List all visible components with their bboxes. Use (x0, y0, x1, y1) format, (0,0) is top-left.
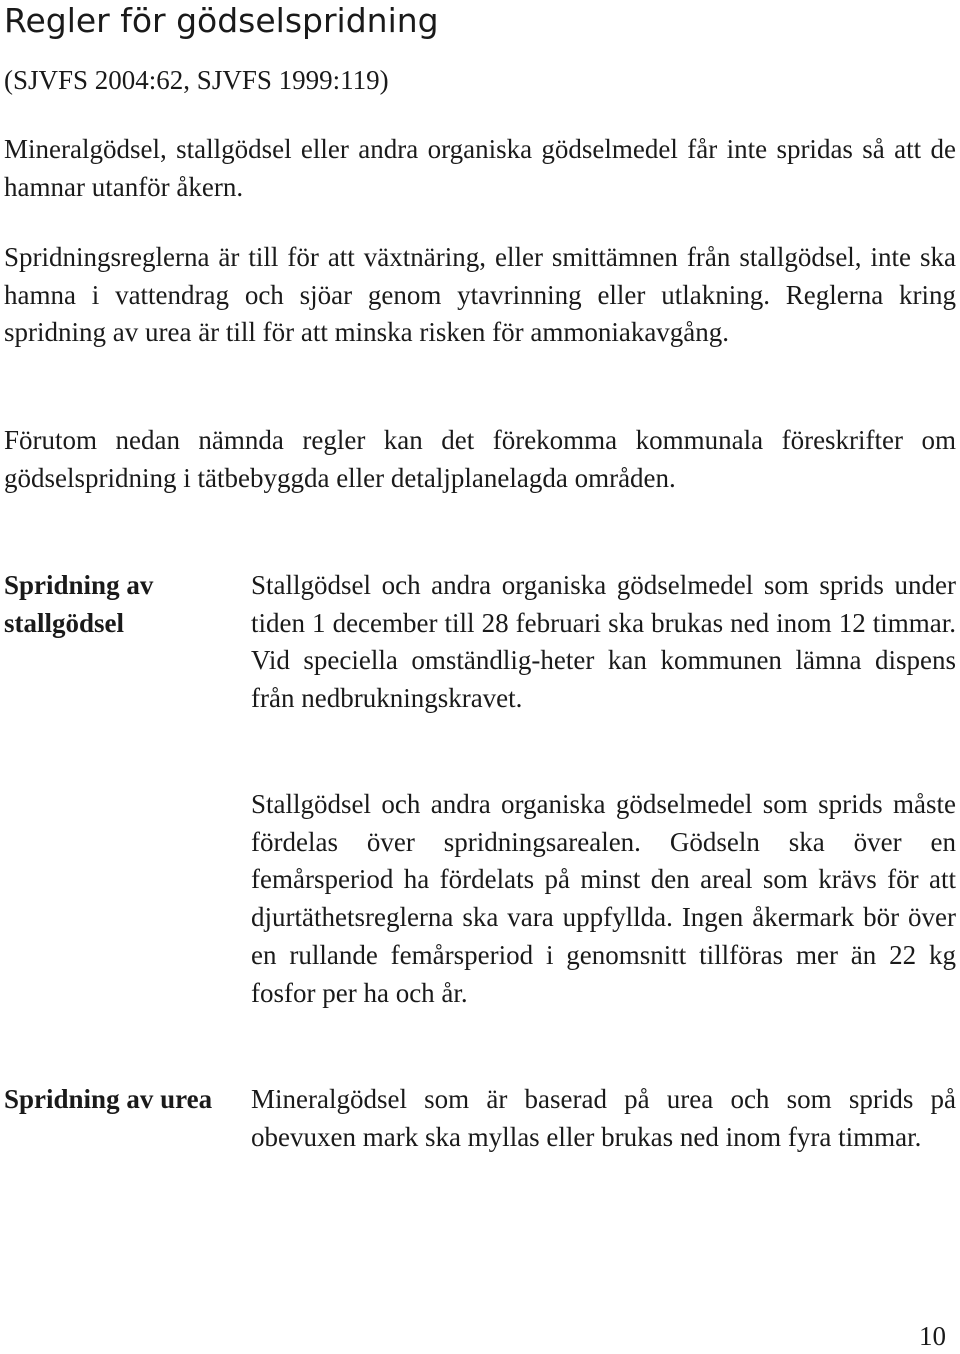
section-paragraph: Stallgödsel och andra organiska gödselmedel som sprids under tiden 1 december till 28 februari ska brukas ned inom 12 timmar. Vid speciella omständlig-heter kan kommunen lämna dispens från nedbrukningskravet. (251, 570, 956, 714)
page-number: 10 (919, 1321, 946, 1351)
intro-paragraph: Mineralgödsel, stallgödsel eller andra organiska gödselmedel får inte spridas så att de hamnar utanför åkern. (4, 134, 956, 202)
intro-paragraph: Förutom nedan nämnda regler kan det förekomma kommunala föreskrifter om gödselspridning i tätbebyggda eller detaljplanelagda områden. (4, 425, 956, 493)
regulation-reference: (SJVFS 2004:62, SJVFS 1999:119) (4, 65, 389, 95)
section-heading-urea: Spridning av urea (4, 1084, 213, 1114)
section-heading-stallgodsel: Spridning av stallgödsel (4, 570, 154, 638)
intro-paragraph: Spridningsreglerna är till för att växtnäring, eller smittämnen från stallgödsel, inte ska hamna i vattendrag och sjöar genom ytavrinning eller utlakning. Reglerna kring spridning av urea är till för att minska risken för ammoniakavgång. (4, 242, 956, 348)
section-paragraph: Mineralgödsel som är baserad på urea och som sprids på obevuxen mark ska myllas eller brukas ned inom fyra timmar. (251, 1084, 956, 1152)
page-title: Regler för gödselspridning (4, 1, 439, 40)
section-paragraph: Stallgödsel och andra organiska gödselmedel som sprids måste fördelas över spridningsarealen. Gödseln ska över en femårsperiod ha fördelats på minst den areal som krävs för att djurtäthetsreglerna ska vara uppfyllda. Ingen åkermark bör över en rullande femårsperiod i genomsnitt tillföras mer än 22 kg fosfor per ha och år. (251, 789, 956, 1008)
